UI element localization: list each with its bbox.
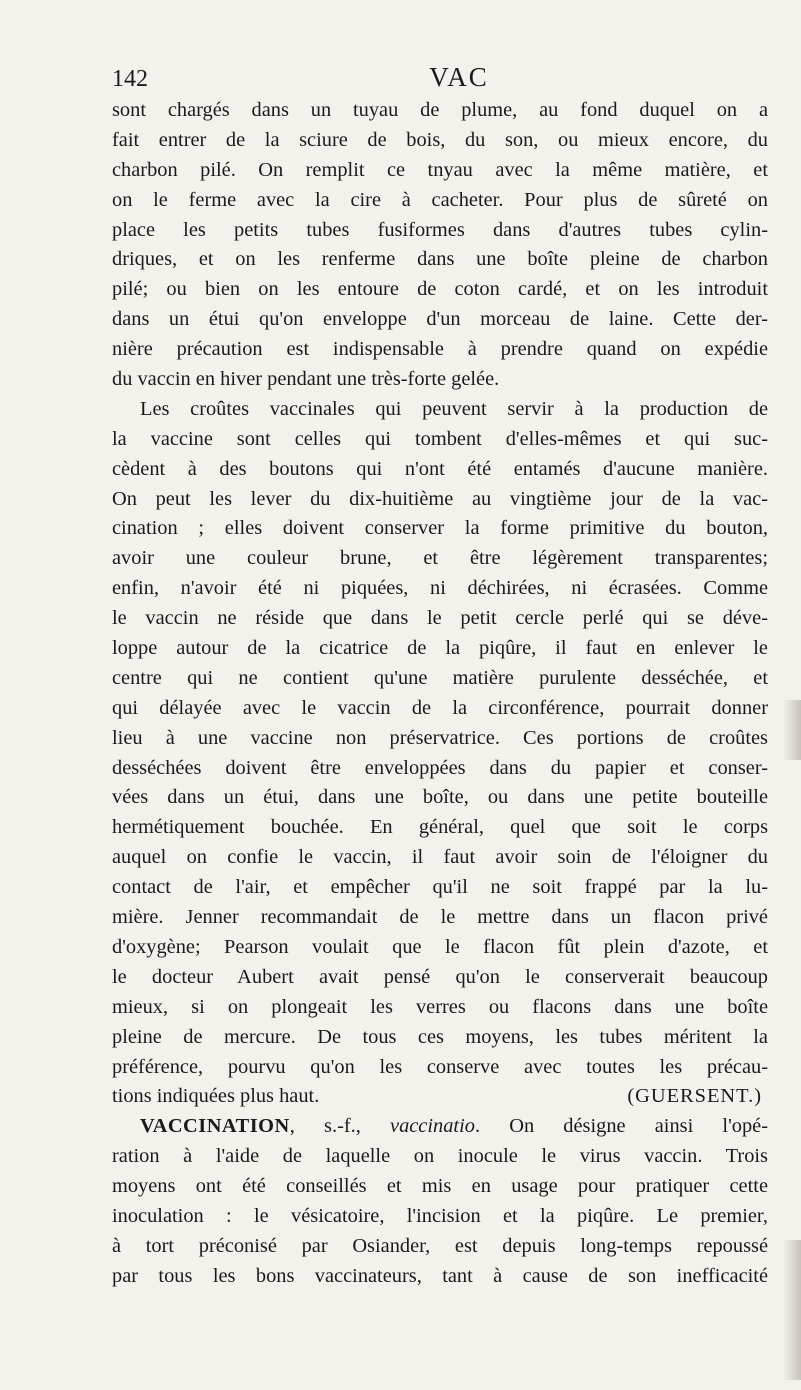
text-line: Les croûtes vaccinales qui peuvent servir à la production de xyxy=(140,397,768,420)
page-edge-shadow xyxy=(783,700,801,760)
text-line: le docteur Aubert avait pensé qu'on le conserverait beaucoup xyxy=(112,965,768,988)
text-line: auquel on confie le vaccin, il faut avoir soin de l'éloigner du xyxy=(112,846,768,869)
text-line: inoculation : le vésicatoire, l'incision et la piqûre. Le premier, xyxy=(112,1204,768,1227)
page-edge-shadow xyxy=(783,1240,801,1380)
entry-first-line xyxy=(112,1112,768,1142)
text-line: on le ferme avec la cire à cacheter. Pour plus de sûreté on xyxy=(112,188,768,211)
text-line: à tort préconisé par Osiander, est depuis long-temps repoussé xyxy=(112,1234,768,1257)
text-line: la vaccine sont celles qui tombent d'elles-mêmes et qui suc- xyxy=(112,427,768,450)
entry-headword: VACCINATION xyxy=(140,1115,290,1138)
entry-first-line-rest: . On désigne ainsi l'opé- xyxy=(474,1115,768,1138)
text-line: On peut les lever du dix-huitième au vingtième jour de la vac- xyxy=(112,487,768,510)
text-line: contact de l'air, et empêcher qu'il ne soit frappé par la lu- xyxy=(112,876,768,899)
text-line: nière précaution est indispensable à prendre quand on expédie xyxy=(112,338,768,361)
text-line: cination ; elles doivent conserver la forme primitive du bouton, xyxy=(112,517,768,540)
text-line: sont chargés dans un tuyau de plume, au fond duquel on a xyxy=(112,99,768,121)
text-line: mieux, si on plongeait les verres ou flacons dans une boîte xyxy=(112,995,768,1018)
page-number: 142 xyxy=(112,66,148,92)
text-line: fait entrer de la sciure de bois, du son, ou mieux encore, du xyxy=(112,128,768,151)
text-line: le vaccin ne réside que dans le petit cercle perlé qui se déve- xyxy=(112,607,768,630)
text-line: ration à l'aide de laquelle on inocule le virus vaccin. Trois xyxy=(112,1145,768,1168)
entry-grammar: , s.-f., xyxy=(289,1115,391,1138)
entry-latin-term: vaccinatio xyxy=(390,1115,475,1138)
text-line: driques, et on les renferme dans une boîte pleine de charbon xyxy=(112,248,768,271)
text-line: centre qui ne contient qu'une matière purulente desséchée, et xyxy=(112,666,768,689)
text-line: cèdent à des boutons qui n'ont été entamés d'aucune manière. xyxy=(112,457,768,480)
text-line: lieu à une vaccine non préservatrice. Ces portions de croûtes xyxy=(112,726,768,749)
text-line: du vaccin en hiver pendant une très-forte gelée. xyxy=(112,368,500,391)
text-line: place les petits tubes fusiformes dans d'autres tubes cylin- xyxy=(112,218,768,241)
entry-vaccination xyxy=(112,1112,768,1291)
text-line-signature xyxy=(112,1082,768,1112)
text-line-end: tions indiquées plus haut. xyxy=(112,1085,320,1108)
text-line: d'oxygène; Pearson voulait que le flacon fût plein d'azote, et xyxy=(112,935,768,958)
running-head: VAC xyxy=(429,62,489,92)
text-line: par tous les bons vaccinateurs, tant à cause de son inefficacité xyxy=(112,1264,768,1287)
text-line: enfin, n'avoir été ni piquées, ni déchirées, ni écrasées. Comme xyxy=(112,577,768,600)
text-line: pleine de mercure. De tous ces moyens, les tubes méritent la xyxy=(112,1025,768,1048)
text-line: pilé; ou bien on les entoure de coton cardé, et on les introduit xyxy=(112,278,768,301)
text-line: desséchées doivent être enveloppées dans du papier et conser- xyxy=(112,756,768,779)
text-line: mière. Jenner recommandait de le mettre dans un flacon privé xyxy=(112,906,768,929)
paragraph-preservation xyxy=(112,96,768,395)
text-line: vées dans un étui, dans une boîte, ou dans une petite bouteille xyxy=(112,786,768,809)
text-line: préférence, pourvu qu'on les conserve avec toutes les précau- xyxy=(112,1055,768,1078)
text-line: loppe autour de la cicatrice de la piqûre, il faut en enlever le xyxy=(112,637,768,660)
text-line: avoir une couleur brune, et être légèrement transparentes; xyxy=(112,547,768,570)
author-signature: (GUERSENT.) xyxy=(627,1085,762,1108)
text-line: qui délayée avec le vaccin de la circonférence, pourrait donner xyxy=(112,696,768,719)
paragraph-crusts xyxy=(112,395,768,1112)
text-line: charbon pilé. On remplit ce tnyau avec la même matière, et xyxy=(112,158,768,181)
body-text xyxy=(112,96,768,1292)
text-line: hermétiquement bouchée. En général, quel que soit le corps xyxy=(112,816,768,839)
text-line: dans un étui qu'on enveloppe d'un morceau de laine. Cette der- xyxy=(112,308,768,331)
text-line: moyens ont été conseillés et mis en usage pour pratiquer cette xyxy=(112,1175,768,1198)
